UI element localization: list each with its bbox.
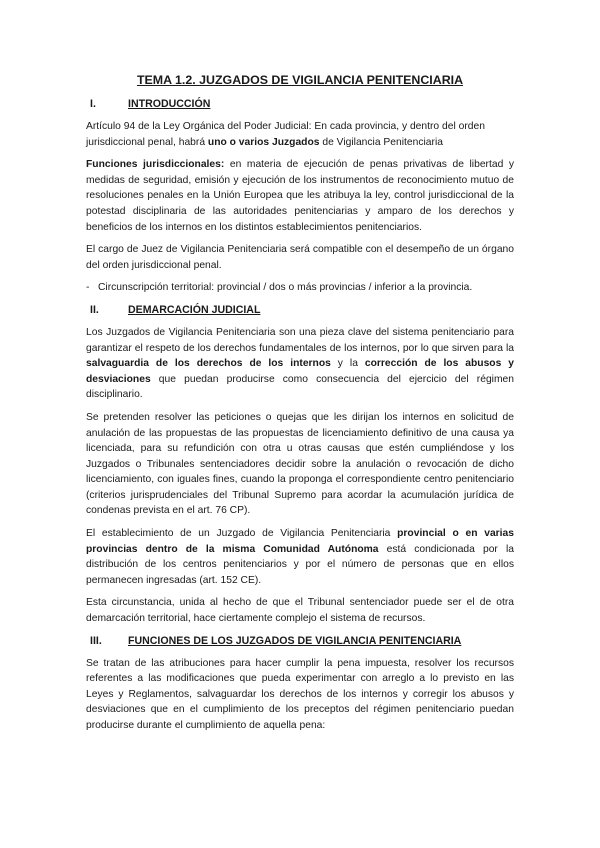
paragraph [86, 325, 514, 403]
section-heading-introduccion [86, 97, 514, 111]
section-number: I. [90, 98, 96, 110]
paragraph: Esta circunstancia, unida al hecho de que el Tribunal sentenciador puede ser el de otra demarcación territorial, hace ciertamente complejo el sistema de recursos. [86, 597, 514, 625]
text-run: Los Juzgados de Vigilancia Penitenciaria son una pieza clave del sistema penitenciario para garantizar el respeto de los derechos fundamentales de los internos, por lo que sirven para la [86, 326, 514, 354]
section-label: INTRODUCCIÓN [128, 98, 211, 110]
paragraph [86, 119, 514, 150]
paragraph: Se pretenden resolver las peticiones o quejas que les dirijan los internos en solicitud de anulación de las propuestas de las propuestas de licenciamiento definitivo de una causa ya licenciada, para su refundición con otra u otras causas que estén cumpliéndose y los Juzgados o Tribunales sentenciadores decidir sobre la anulación o revocación de dicho licenciamiento, con iguales fines, cuando la proponga el correspondiente centro penitenciario (criterios jurisprudenciales del Tribunal Supremo para acordar la acumulación jurídica de condenas prevista en el art. 76 CP). [86, 411, 514, 517]
bold-text-run: Funciones jurisdiccionales: [86, 159, 225, 171]
paragraph [86, 526, 514, 588]
bold-text-run: uno o varios Juzgados [207, 136, 320, 148]
section-heading-funciones [86, 634, 514, 648]
bold-text-run: salvaguardia de los derechos de los internos [86, 358, 331, 370]
section-label: DEMARCACIÓN JUDICIAL [128, 303, 261, 316]
page-title: TEMA 1.2. JUZGADOS DE VIGILANCIA PENITENCIARIA [136, 73, 464, 87]
paragraph [86, 157, 514, 235]
text-run: Artículo 94 de la Ley Orgánica del Poder Judicial: En cada provincia, y dentro del orden jurisdiccional penal, habrá [86, 121, 485, 148]
text-run: está condicionada por la distribución de los centros penitenciarios y por el número de personas que en ellos permanecen ingresadas (art. 152 CE). [86, 543, 514, 586]
text-run: y la [330, 358, 365, 370]
section-number: III. [90, 634, 102, 647]
text-run: que puedan producirse como consecuencia del ejercicio del régimen disciplinario. [86, 373, 514, 401]
bullet-dash: - [86, 282, 90, 294]
section-number: II. [90, 303, 99, 316]
paragraph: El cargo de Juez de Vigilancia Penitenciaria será compatible con el desempeño de un órgano del orden jurisdiccional penal. [86, 244, 514, 271]
bold-text-run: corrección de los abusos y desviaciones [86, 358, 514, 385]
text-run: de Vigilancia Penitenciaria [319, 136, 443, 148]
text-run: El establecimiento de un Juzgado de Vigilancia Penitenciaria [86, 528, 398, 540]
bullet-text: Circunscripción territorial: provincial / dos o más provincias / inferior a la provincia. [98, 282, 473, 294]
bullet-item [86, 280, 514, 296]
section-heading-demarcacion [86, 303, 514, 317]
text-run: en materia de ejecución de penas privativas de libertad y medidas de seguridad, emisión y ejecución de los instrumentos de reconocimiento mutuo de resoluciones penales en la Unión Europea que les atribuya la ley, control jurisdiccional de la potestad disciplinaria de las autoridades penitenciarias y amparo de los derechos y beneficios de los internos en los distintos establecimientos penitenciarios. [86, 159, 514, 233]
section-label: FUNCIONES DE LOS JUZGADOS DE VIGILANCIA PENITENCIARIA [128, 634, 462, 647]
bold-text-run: provincial o en varias provincias dentro de la misma Comunidad Autónoma [86, 528, 514, 555]
paragraph: Se tratan de las atribuciones para hacer cumplir la pena impuesta, resolver los recursos referentes a las modificaciones que pueda experimentar con arreglo a lo previsto en las Leyes y Reglamentos, salvaguardar los derechos de los internos y corregir los abusos y desviaciones que en el cumplimiento de los preceptos del régimen penitenciario puedan producirse durante el cumplimiento de aquella pena: [86, 657, 514, 731]
